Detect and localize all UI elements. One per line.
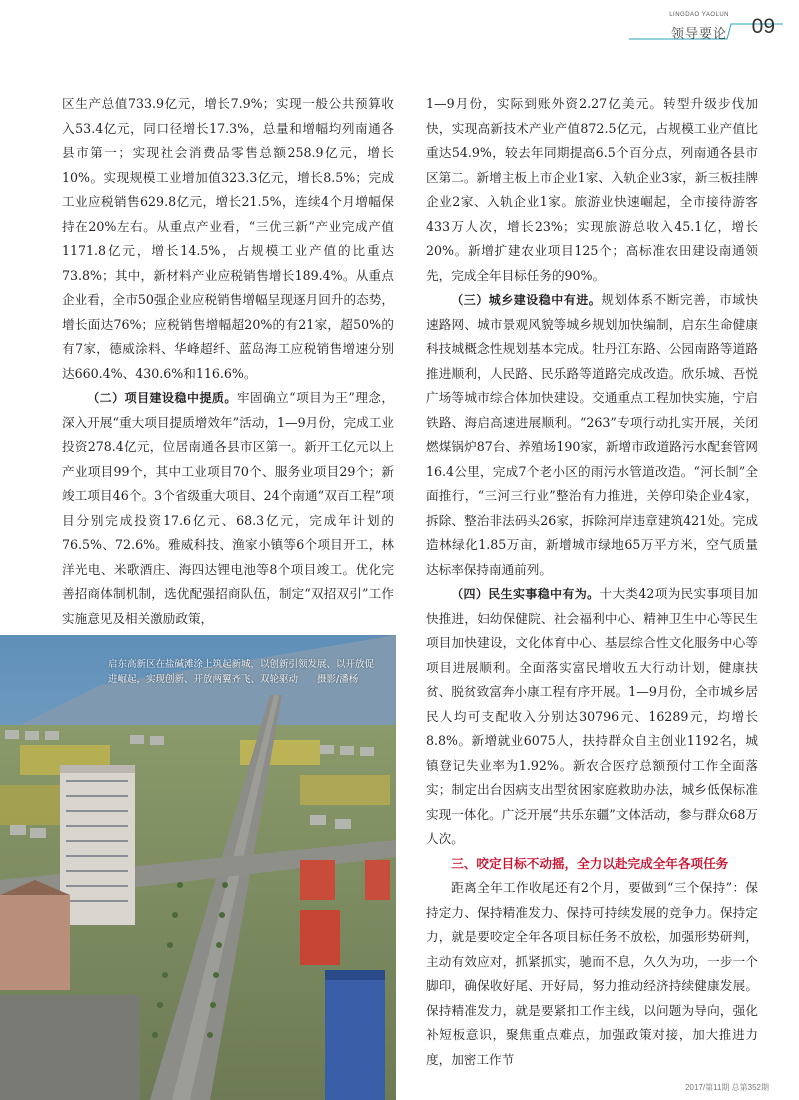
photo-caption: 启东高新区在盐碱滩涂上筑起新城，以创新引领发展、以开放促进崛起，实现创新、开放两翼齐飞、双轮驱动 摄影/潘杨 (108, 659, 375, 685)
paragraph: 1—9月份，实际到账外资2.27亿美元。转型升级步伐加快，实现高新技术产业产值872.5亿元，占规模工业产值比重达54.9%，较去年同期提高6.5个百分点，列南通各县市区第二。新增主板上市企业1家、入轨企业3家，新三板挂牌企业2家、入轨企业1家。旅游业快速崛起，全市接待游客433万人次，增长23%；实现旅游总收入45.1亿，增长20%。新增扩建农业项目125个；高标准农田建设南通领先，完成全年目标任务的90%。 (426, 96, 758, 283)
header-section-title: 领导要论 (670, 27, 727, 42)
paragraph (426, 582, 758, 852)
paragraph (62, 386, 394, 631)
issue-footer: 2017/第11期 总第352期 (685, 1083, 769, 1092)
right-column (426, 92, 758, 1072)
subheading: （四）民生实事稳中有为。 (451, 587, 600, 601)
page-number: 09 (751, 15, 775, 38)
left-column (62, 92, 394, 631)
paragraph-text: 牢固确立“项目为王”理念，深入开展“重大项目提质增效年”活动，1—9月份，完成工业投资278.4亿元，位居南通各县市区第一。新开工亿元以上产业项目99个，其中工业项目70个、服务业项目29个；新竣工项目46个。3个省级重大项目、24个南通“双百工程”项目分别完成投资17.6亿元、68.3亿元，完成年计划的76.5%、72.6%。雅威科技、渔家小镇等6个项目开工，林洋光电、米歌酒庄、海四达锂电池等8个项目竣工。优化完善招商体制机制，选优配强招商队伍，制定“双招双引”工作实施意见及相关激励政策， (62, 390, 394, 626)
paragraph: 区生产总值733.9亿元，增长7.9%；实现一般公共预算收入53.4亿元，同口径增长17.3%，总量和增幅均列南通各县市第一；实现社会消费品零售总额258.9亿元，增长10%。实现规模工业增加值323.3亿元，增长8.5%；完成工业应税销售629.8亿元，增长21.5%，连续4个月增幅保持在20%左右。从重点产业看，“三优三新”产业完成产值1171.8亿元，增长14.5%，占规模工业产值的比重达73.8%；其中，新材料产业应税销售增长189.4%。从重点企业看，全市50强企业应税销售增幅呈现逐月回升的态势，增长面达76%；应税销售增幅超20%的有21家，超50%的有7家，德威涂料、华峰超纤、蓝岛海工应税销售增速分别达660.4%、430.6%和116.6%。 (62, 96, 394, 381)
header-pinyin: LINGDAO YAOLUN (669, 12, 729, 18)
page-header (625, 6, 785, 46)
paragraph-text: 十大类42项为民实事项目加快推进，妇幼保健院、社会福利中心、精神卫生中心等民生项目加快建设，文化体育中心、基层综合性文化服务中心等项目进展顺利。全面落实富民增收五大行动计划，健康扶贫、脱贫致富奔小康工程有序开展。1—9月份，全市城乡居民人均可支配收入分别达30796元、16289元，均增长8.8%。新增就业6075人，扶持群众自主创业1192名，城镇登记失业率为1.92%。新农合医疗总额预付工作全面落实；制定出台因病支出型贫困家庭救助办法，城乡低保标准实现一体化。广泛开展“共乐东疆”文体活动，参与群众68万人次。 (426, 586, 758, 846)
section-heading: 三、咬定目标不动摇，全力以赴完成全年各项任务 (451, 855, 729, 871)
paragraph (426, 288, 758, 582)
paragraph: 距离全年工作收尾还有2个月，要做到“三个保持”：保持定力、保持精准发力、保持可持续发展的竞争力。保持定力，就是要咬定全年各项目标任务不放松，加强形势研判，主动有效应对，抓紧抓实，驰而不息，久久为功，一步一个脚印，确保收好尾、开好局，努力推动经济持续健康发展。保持精准发力，就是要紧扣工作主线，以问题为导向，强化补短板意识，聚焦重点难点，加强政策对接，加大推进力度，加密工作节 (426, 880, 758, 1067)
subheading: （二）项目建设稳中提质。 (87, 391, 237, 405)
paragraph-text: 规划体系不断完善，市域快速路网、城市景观风貌等城乡规划加快编制，启东生命健康科技城概念性规划基本完成。牡丹江东路、公园南路等道路推进顺利，人民路、民乐路等道路完成改造。欣乐城、吾悦广场等城市综合体加快建设。交通重点工程加快实施，宁启铁路、海启高速进展顺利。“263”专项行动扎实开展，关闭燃煤锅炉87台、养殖场190家，新增市政道路污水配套管网16.4公里，完成7个老小区的雨污水管道改造。“河长制”全面推行，“三河三行业”整治有力推进，关停印染企业4家，拆除、整治非法码头26家，拆除河岸违章建筑421处。完成造林绿化1.85万亩，新增城市绿地65万平方米，空气质量达标率保持南通前列。 (426, 292, 758, 577)
photo-illustration (0, 635, 396, 1100)
subheading: （三）城乡建设稳中有进。 (451, 293, 602, 307)
aerial-city-photo (0, 635, 396, 1100)
